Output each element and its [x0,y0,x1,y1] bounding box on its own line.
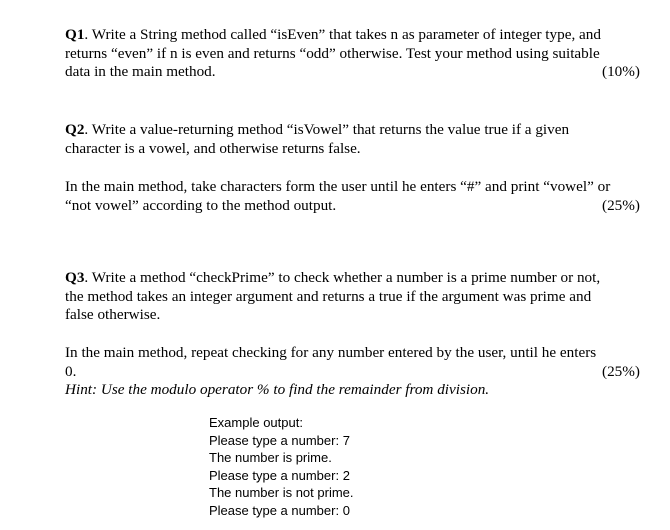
q3-line-3: false otherwise. [65,306,161,323]
q2-line-2: character is a vowel, and otherwise returns false. [65,139,361,157]
q2-paragraph [65,121,640,158]
q3-paragraph [65,269,640,325]
example-output-line: The number is prime. [209,450,332,466]
q1-text-3: data in the main method. [65,63,216,80]
q2-text-1: . Write a value-returning method “isVowel” that returns the value true if a given [84,121,570,138]
example-output-line: Please type a number: 2 [209,467,350,483]
q3-line-1 [65,269,640,288]
q2-main-line-1: In the main method, take characters form the user until he enters “#” and print “vowel” or [65,178,611,195]
q2-line-1 [65,121,640,140]
q2-main-text-2: “not vowel” according to the method output. [65,196,337,214]
example-output-line: Example output: [209,415,303,430]
q1-line-3 [65,63,640,82]
q3-weight: (25%) [602,362,640,380]
q3-hint: Hint: Use the modulo operator % to find the remainder from division. [65,381,490,398]
q3-main-paragraph [65,344,640,400]
example-output-line: The number is not prime. [209,485,354,501]
q1-number: Q1 [65,26,85,43]
q2-main-paragraph [65,178,640,215]
example-output-block [209,414,354,520]
q1-weight: (10%) [602,63,640,80]
q1-line-1 [65,26,640,45]
q1-line-2: returns “even” if n is even and returns “odd” otherwise. Test your method using suitable [65,44,600,62]
q2-main-line-2 [65,197,640,216]
example-output-line: Please type a number: 7 [209,432,350,448]
q1-text-1: . Write a String method called “isEven” that takes n as parameter of integer type, and [84,26,601,43]
q3-text-1: . Write a method “checkPrime” to check whether a number is a prime number or not, [84,269,601,286]
q3-line-2: the method takes an integer argument and returns a true if the argument was prime and [65,287,592,305]
q3-number: Q3 [65,269,85,286]
q1-paragraph [65,26,640,82]
q3-main-text-2: 0. [65,362,77,380]
q3-main-line-1: In the main method, repeat checking for any number entered by the user, until he enters [65,344,597,361]
q3-main-line-2 [65,363,640,382]
q2-number: Q2 [65,121,85,138]
q2-weight: (25%) [602,196,640,214]
example-output-line: Please type a number: 0 [209,502,350,518]
